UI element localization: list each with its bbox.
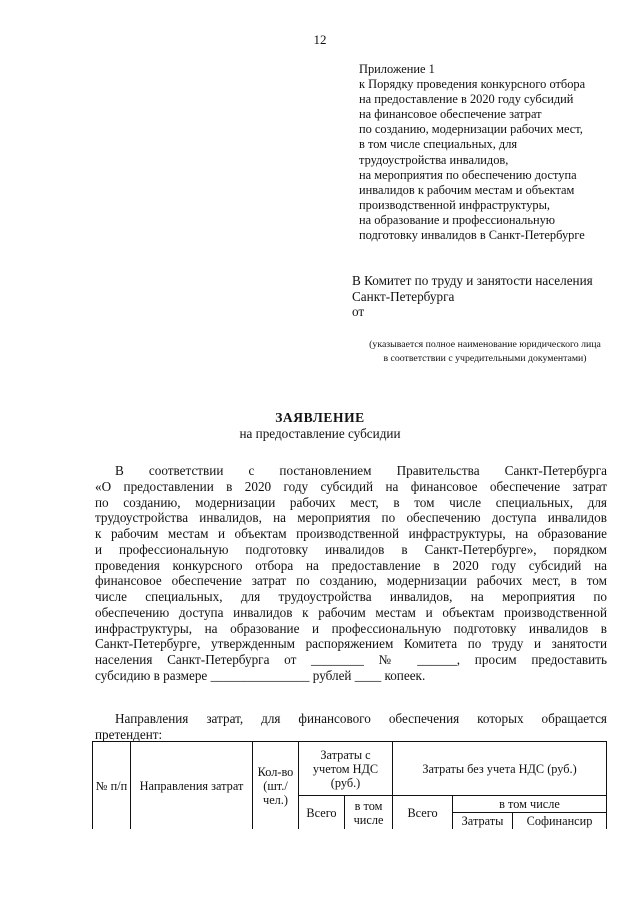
directions-paragraph [95, 711, 607, 742]
header-total-with-vat: Всего [299, 796, 345, 830]
appendix-line: Приложение 1 [359, 62, 435, 76]
appendix-line: на финансовое обеспечение затрат [359, 107, 542, 122]
document-title: ЗАЯВЛЕНИЕ [275, 410, 365, 425]
page-number: 12 [313, 32, 327, 47]
body-line: и профессиональную подготовку инвалидов в Санкт-Петербурге», порядком [95, 541, 607, 557]
body-line: числе специальных, для трудоустройства инвалидов, на мероприятия по [95, 589, 607, 604]
appendix-line: к Порядку проведения конкурсного отбора [359, 77, 586, 92]
appendix-header [359, 62, 585, 243]
hint-line: в соответствии с учредительными документами) [383, 352, 587, 364]
addressee-line: В Комитет по труду и занятости населения [352, 273, 593, 288]
header-including-without-vat: в том числе [453, 796, 607, 813]
body-line: проведения конкурсного отбора на предоставление в 2020 году субсидий на [95, 557, 607, 573]
addressee-block [352, 273, 593, 320]
addressee-line: Санкт-Петербурга [352, 288, 455, 304]
appendix-line: по созданию, модернизации рабочих мест, [359, 122, 583, 137]
header-number: № п/п [93, 742, 131, 830]
header-including-with-vat: в том числе [345, 796, 393, 830]
directions-line: Направления затрат, для финансового обеспечения которых обращается [115, 711, 607, 726]
body-line: трудоустройства инвалидов, на мероприятия по обеспечению доступа инвалидов [95, 510, 607, 526]
appendix-line: на образование и профессиональную [359, 212, 556, 227]
costs-table [92, 741, 607, 829]
body-line: населения Санкт-Петербурга от ________ № ______, просим предоставить [95, 652, 607, 667]
body-line: субсидию в размере _______________ рублей ____ копеек. [95, 667, 426, 683]
body-line: «О предоставлении в 2020 году субсидий на финансовое обеспечение затрат [95, 478, 607, 494]
appendix-line: в том числе специальных, для [359, 137, 518, 152]
header-cofinancing: Софинансир [513, 813, 607, 830]
addressee-line: от [352, 304, 365, 319]
body-line: к рабочим местам и объектам производственной инфраструктуры, на образование [95, 526, 607, 541]
header-with-vat: Затраты с учетом НДС (руб.) [299, 742, 393, 796]
applicant-name-hint [350, 338, 620, 365]
appendix-line: трудоустройства инвалидов, [359, 152, 509, 167]
body-line: финансовое обеспечение затрат по созданию, модернизации рабочих мест, в том [95, 573, 607, 589]
body-line: инфраструктуры, на образование и профессиональную подготовку инвалидов в [95, 620, 607, 636]
header-quantity: Кол-во (шт./чел.) [253, 742, 299, 830]
header-without-vat: Затраты без учета НДС (руб.) [393, 742, 607, 796]
document-subtitle: на предоставление субсидии [239, 426, 401, 441]
directions-line: претендент: [95, 726, 163, 742]
appendix-line: производственной инфраструктуры, [359, 197, 551, 212]
body-line: В соответствии с постановлением Правительства Санкт-Петербурга [115, 463, 607, 478]
header-direction: Направления затрат [131, 742, 253, 830]
body-line: Санкт-Петербурге, утвержденным распоряжением Комитета по труду и занятости [95, 636, 607, 652]
header-total-without-vat: Всего [393, 796, 453, 830]
appendix-line: инвалидов к рабочим местам и объектам [359, 182, 575, 197]
body-line: по созданию, модернизации рабочих мест, в том числе специальных, для [95, 494, 607, 510]
appendix-line: на мероприятия по обеспечению доступа [359, 167, 577, 182]
application-body [95, 463, 607, 684]
body-line: обеспечению доступа инвалидов к рабочим местам и объектам производственной [95, 604, 607, 620]
hint-line: (указывается полное наименование юридического лица [369, 339, 601, 350]
appendix-line: на предоставление в 2020 году субсидий [359, 92, 574, 107]
appendix-line: подготовку инвалидов в Санкт-Петербурге [359, 228, 585, 243]
header-costs: Затраты [453, 813, 513, 830]
